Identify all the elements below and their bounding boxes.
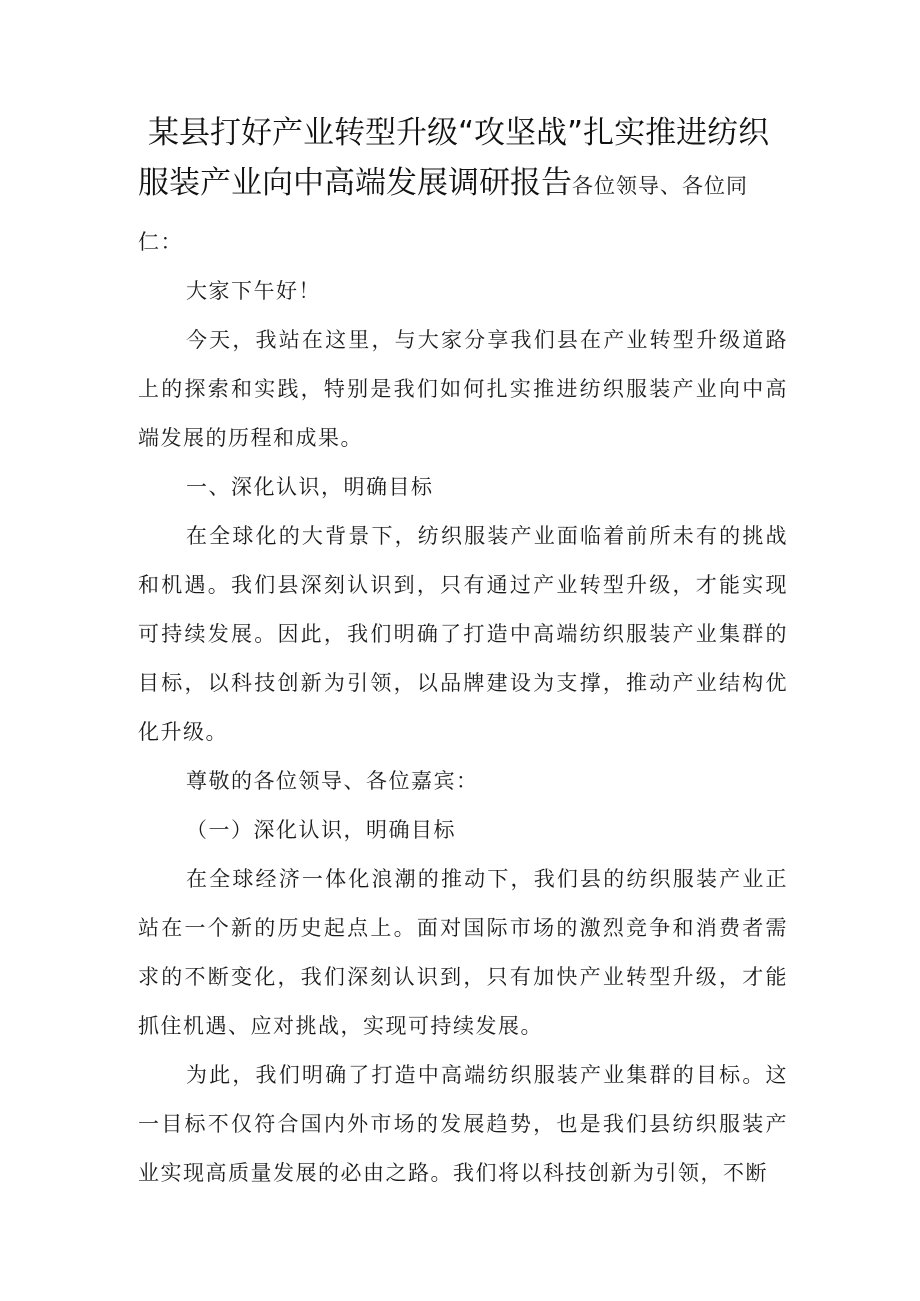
document-body (138, 218, 788, 1198)
paragraph-goal: 为此，我们明确了打造中高端纺织服装产业集群的目标。这一目标不仅符合国内外市场的发展趋势，也是我们县纺织服装产业实现高质量发展的必由之路。我们将以科技创新为引领，不断 (138, 1063, 788, 1185)
section-heading-1: 一、深化认识，明确目标 (186, 475, 434, 499)
paragraph-section-1: 在全球化的大背景下，纺织服装产业面临着前所未有的挑战和机遇。我们县深刻认识到，只有通过产业转型升级，才能实现可持续发展。因此，我们明确了打造中高端纺织服装产业集群的目标，以科技创新为引领，以品牌建设为支撑，推动产业结构优化升级。 (138, 524, 788, 744)
paragraph-subsection-1: 在全球经济一体化浪潮的推动下，我们县的纺织服装产业正站在一个新的历史起点上。面对国际市场的激烈竞争和消费者需求的不断变化，我们深刻认识到，只有加快产业转型升级，才能抓住机遇、应对挑战，实现可持续发展。 (138, 867, 788, 1038)
salutation-head: 各位领导、各位同 (572, 174, 748, 198)
salutation-tail: 仁： (138, 230, 183, 254)
document-title (138, 108, 788, 211)
paragraph-greeting: 大家下午好！ (186, 279, 321, 303)
title-text: 某县打好产业转型升级“攻坚战”扎实推进纺织服装产业向中高端发展调研报告 (138, 115, 770, 201)
subsection-heading-1: （一）深化认识，明确目标 (186, 818, 456, 842)
paragraph-address: 尊敬的各位领导、各位嘉宾： (186, 769, 479, 793)
paragraph-intro: 今天，我站在这里，与大家分享我们县在产业转型升级道路上的探索和实践，特别是我们如何扎实推进纺织服装产业向中高端发展的历程和成果。 (138, 328, 788, 450)
